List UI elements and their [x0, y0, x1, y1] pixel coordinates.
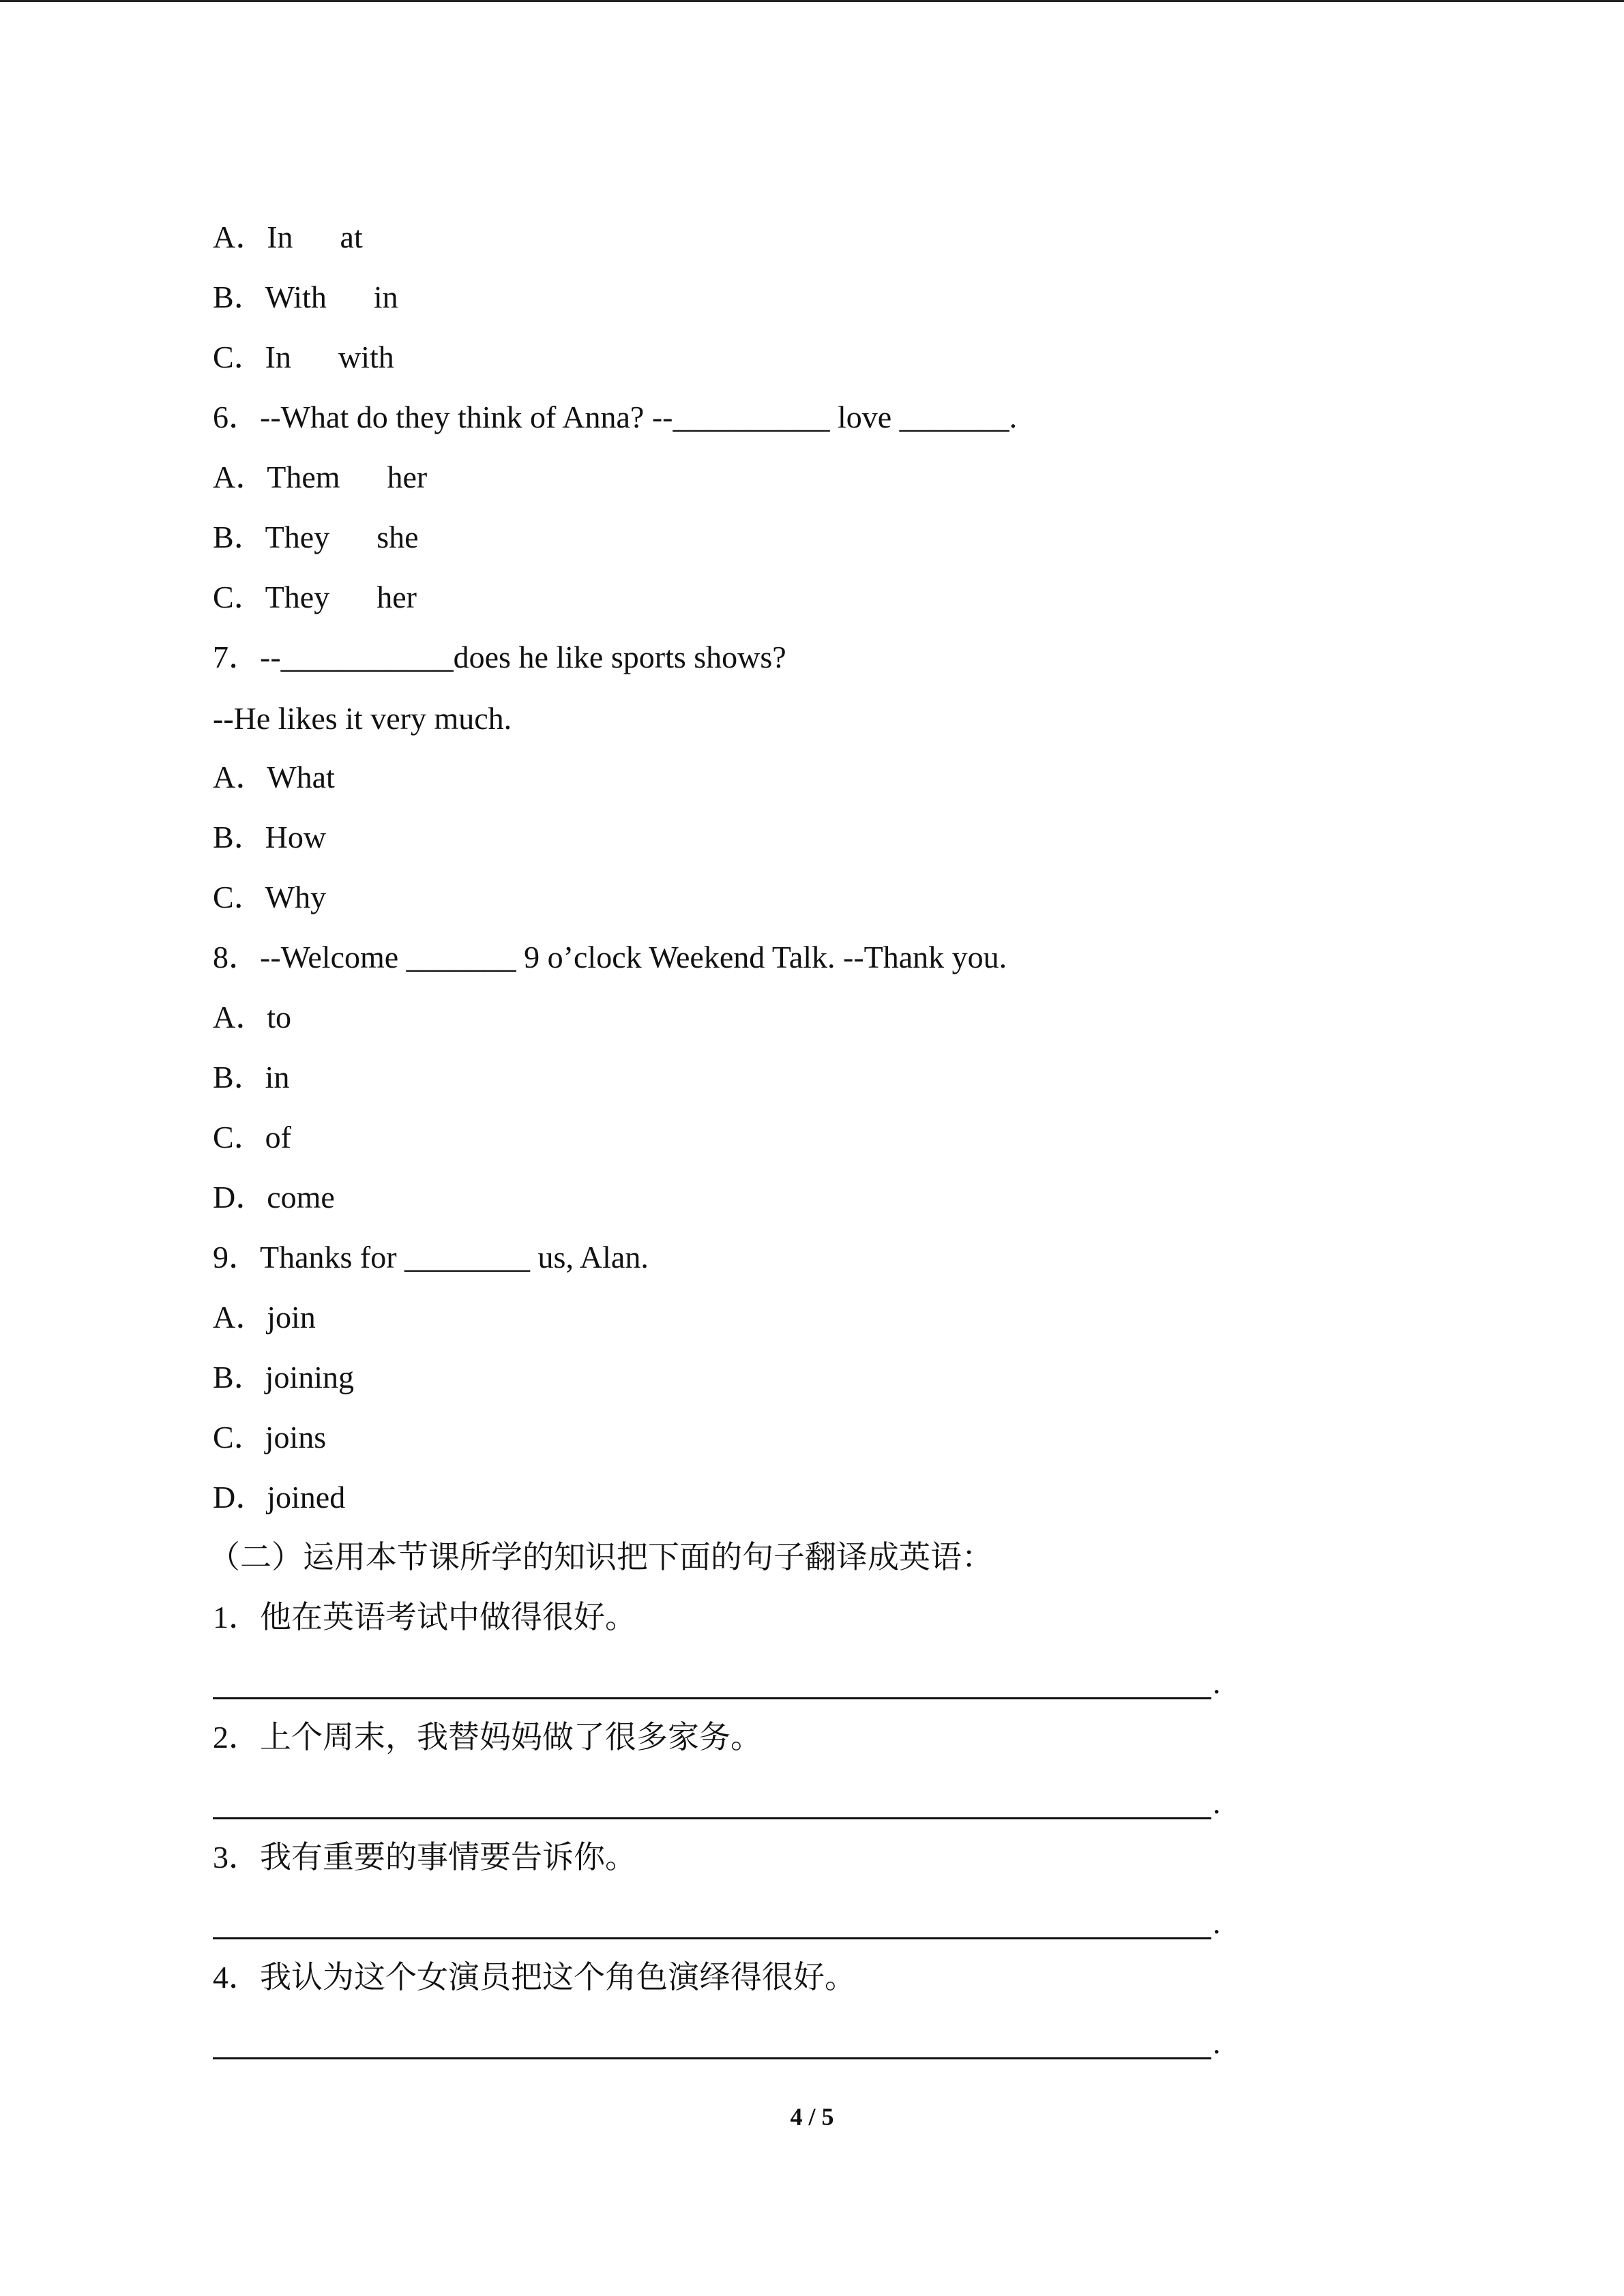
q6-option-a: A．Them her	[213, 460, 428, 494]
q8-stem: 8．--Welcome _______ 9 o’clock Weekend Talk. --Thank you.	[213, 940, 1007, 974]
q8-option-c: C．of	[213, 1120, 291, 1154]
answer-underline	[213, 1937, 1211, 1939]
answer-line-2[interactable]	[213, 1783, 1221, 1823]
q9-stem: 9．Thanks for ________ us, Alan.	[213, 1240, 649, 1274]
answer-period: .	[1213, 1905, 1221, 1940]
translation-item-3: 3．我有重要的事情要告诉你。	[213, 1840, 636, 1875]
answer-period: .	[1213, 2025, 1221, 2060]
q8-option-a: A．to	[213, 1000, 291, 1034]
q9-option-a: A．join	[213, 1300, 316, 1335]
q5-option-a: A．In at	[213, 220, 363, 254]
q9-option-b: B．joining	[213, 1360, 355, 1395]
q8-option-b: B．in	[213, 1060, 290, 1094]
q7-reply: --He likes it very much.	[213, 701, 512, 736]
q5-option-c: C．In with	[213, 340, 394, 374]
translation-item-1: 1．他在英语考试中做得很好。	[213, 1600, 636, 1635]
translation-item-2: 2．上个周末，我替妈妈做了很多家务。	[213, 1720, 762, 1755]
answer-underline	[213, 1697, 1211, 1699]
answer-line-3[interactable]	[213, 1903, 1221, 1943]
translation-item-4: 4．我认为这个女演员把这个角色演绎得很好。	[213, 1960, 856, 1995]
q9-option-d: D．joined	[213, 1480, 346, 1515]
answer-period: .	[1213, 1785, 1221, 1820]
q7-option-a: A．What	[213, 760, 335, 794]
translation-heading: （二）运用本节课所学的知识把下面的句子翻译成英语：	[209, 1540, 993, 1575]
q9-option-c: C．joins	[213, 1420, 327, 1455]
q5-option-b: B．With in	[213, 280, 398, 314]
q8-option-d: D．come	[213, 1180, 335, 1214]
answer-line-4[interactable]	[213, 2023, 1221, 2063]
answer-line-1[interactable]	[213, 1663, 1221, 1703]
q7-option-b: B．How	[213, 820, 327, 854]
q7-option-c: C．Why	[213, 880, 327, 914]
top-border-line	[0, 0, 1624, 2]
q7-stem: 7．--___________does he like sports shows?	[213, 640, 786, 674]
answer-period: .	[1213, 1665, 1221, 1700]
q6-stem: 6．--What do they think of Anna? --__________ love _______.	[213, 400, 1018, 434]
q6-option-b: B．They she	[213, 520, 419, 554]
answer-underline	[213, 2057, 1211, 2059]
answer-underline	[213, 1817, 1211, 1819]
q6-option-c: C．They her	[213, 580, 417, 614]
page-number: 4 / 5	[790, 2103, 834, 2130]
